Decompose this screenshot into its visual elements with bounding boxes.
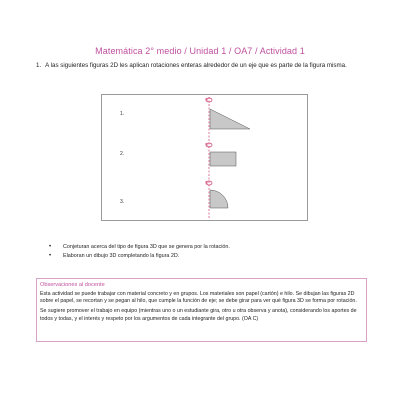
instruction-number: 1. bbox=[36, 62, 42, 69]
figure-3-quarter-circle bbox=[210, 190, 228, 208]
teacher-notes-paragraph-1: Esta actividad se puede trabajar con material concreto y en grupos. Los materiales son papel (cartón) e hilo. Se dibujan las figuras 2D sobre el papel, se recortan y se pegan al hilo, que cumple la función de eje; se debe girar para ver qué figura 3D se forma por rotación. bbox=[40, 291, 357, 305]
bullet-icon: • bbox=[49, 244, 52, 250]
figure-2-rectangle bbox=[210, 152, 236, 166]
bullet-text-1: Conjeturan acerca del tipo de figura 3D que se genera por la rotación. bbox=[63, 244, 230, 250]
instruction-text bbox=[36, 61, 366, 70]
figure-label-1: 1. bbox=[120, 111, 125, 117]
teacher-notes-paragraph-2: Se sugiere promover el trabajo en equipo (mientras uno o un estudiante gira, otro u otra observa y anota), considerando los aportes de todos y todas, y el interés y respeto por los argumentos de cada integrante del grupo. (OA C) bbox=[40, 308, 357, 322]
figures-drawing bbox=[102, 95, 307, 220]
list-item bbox=[49, 243, 369, 252]
bullet-list bbox=[49, 243, 369, 261]
page-title: Matemática 2° medio / Unidad 1 / OA7 / Actividad 1 bbox=[95, 46, 305, 56]
figure-1-triangle bbox=[210, 109, 250, 129]
list-item bbox=[49, 252, 369, 261]
bullet-icon: • bbox=[49, 253, 52, 259]
teacher-notes-heading: Observaciones al docente bbox=[40, 282, 105, 288]
figures-panel bbox=[101, 94, 308, 221]
instruction-body: A las siguientes figuras 2D les aplican rotaciones enteras alrededor de un eje que es parte de la figura misma. bbox=[45, 62, 347, 69]
teacher-notes-box bbox=[36, 278, 367, 342]
figure-label-2: 2. bbox=[120, 151, 125, 157]
figure-label-3: 3. bbox=[120, 199, 125, 205]
bullet-text-2: Elaboran un dibujo 3D completando la figura 2D. bbox=[63, 253, 180, 259]
